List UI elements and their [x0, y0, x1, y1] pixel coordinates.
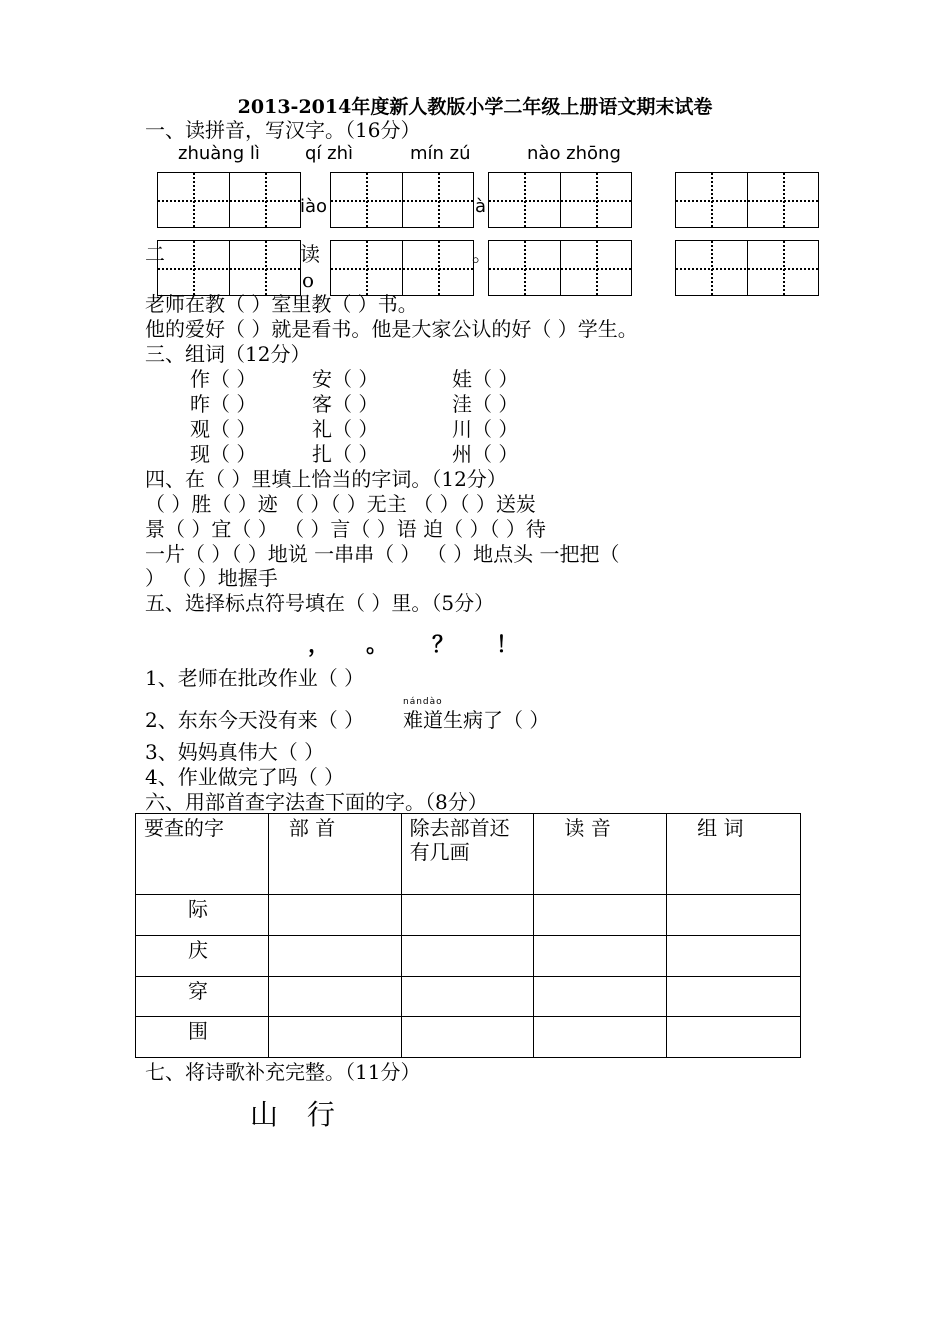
table-header-row — [136, 814, 801, 895]
hidden-fragment: o — [302, 268, 315, 292]
word-blank[interactable]: 川（ ） — [452, 417, 519, 441]
header-cell: 要查的字 — [136, 814, 269, 895]
writing-grid[interactable] — [488, 172, 632, 228]
pinyin-1: zhuàng lì — [178, 143, 260, 164]
writing-grid[interactable] — [157, 172, 301, 228]
page-title: 2013-2014年度新人教版小学二年级上册语文期末试卷 — [237, 96, 713, 118]
word-blank[interactable]: 娃（ ） — [452, 367, 519, 391]
section-4-line-1: （ ）胜（ ）迹 （ ）（ ）无主 （ ）（ ）送炭 — [145, 492, 536, 516]
answer-cell[interactable] — [534, 895, 667, 936]
header-cell: 读 音 — [534, 814, 667, 895]
section-2-line-2: 他的爱好（ ）就是看书。他是大家公认的好（ ）学生。 — [145, 317, 638, 341]
section-4-line-3: 一片（ ）（ ）地说 一串串（ ） （ ）地点头 一把把（ — [145, 542, 620, 566]
answer-cell[interactable] — [268, 977, 401, 1017]
question-4: 4、作业做完了吗（ ） — [145, 765, 345, 789]
char-cell: 围 — [136, 1017, 269, 1058]
ruby-pinyin: nándào — [403, 697, 443, 707]
section-5-heading: 五、选择标点符号填在（ ）里。（5分） — [145, 591, 495, 615]
radical-lookup-table — [135, 813, 801, 1058]
writing-grid[interactable] — [330, 240, 474, 296]
answer-cell[interactable] — [667, 1017, 801, 1058]
pinyin-4: nào zhōng — [527, 143, 621, 164]
question-3: 3、妈妈真伟大（ ） — [145, 740, 325, 764]
answer-cell[interactable] — [268, 895, 401, 936]
answer-cell[interactable] — [268, 936, 401, 977]
answer-cell[interactable] — [401, 895, 534, 936]
section-1-heading: 一、读拼音，写汉字。（16分） — [145, 118, 421, 142]
section-4-line-4: ） （ ）地握手 — [145, 566, 278, 590]
punct-question: ？ — [432, 632, 455, 658]
word-blank[interactable]: 安（ ） — [312, 367, 379, 391]
section-2-heading-mid: 读 — [300, 242, 320, 266]
section-2-line-1: 老师在教（ ）室里教（ ）书。 — [145, 292, 418, 316]
writing-grid[interactable] — [675, 240, 819, 296]
header-cell: 除去部首还有几画 — [401, 814, 534, 895]
section-6-heading: 六、用部首查字法查下面的字。（8分） — [145, 790, 488, 814]
word-blank[interactable]: 作（ ） — [190, 367, 257, 391]
header-cell: 部 首 — [268, 814, 401, 895]
word-blank[interactable]: 昨（ ） — [190, 392, 257, 416]
punct-exclamation: ！ — [496, 632, 519, 658]
hidden-pinyin-fragment: iào — [300, 196, 328, 217]
char-cell: 际 — [136, 895, 269, 936]
section-7-heading: 七、将诗歌补充完整。（11分） — [145, 1060, 421, 1084]
word-blank[interactable]: 礼（ ） — [312, 417, 379, 441]
table-row — [136, 895, 801, 936]
table-row — [136, 1017, 801, 1058]
char-cell: 庆 — [136, 936, 269, 977]
section-4-line-2: 景（ ）宜（ ） （ ）言（ ）语 迫（ ）（ ）待 — [145, 517, 546, 541]
question-1: 1、老师在批改作业（ ） — [145, 666, 365, 690]
writing-grid[interactable] — [488, 240, 632, 296]
table-row — [136, 977, 801, 1017]
answer-cell[interactable] — [401, 936, 534, 977]
question-2-part-2: 难道生病了（ ） — [403, 708, 550, 732]
pinyin-3: mín zú — [410, 143, 471, 164]
writing-grid[interactable] — [330, 172, 474, 228]
answer-cell[interactable] — [534, 977, 667, 1017]
word-blank[interactable]: 客（ ） — [312, 392, 379, 416]
pinyin-2: qí zhì — [305, 143, 354, 164]
word-blank[interactable]: 洼（ ） — [452, 392, 519, 416]
answer-cell[interactable] — [401, 1017, 534, 1058]
writing-grid[interactable] — [675, 172, 819, 228]
word-blank[interactable]: 扎（ ） — [312, 442, 379, 466]
header-cell: 组 词 — [667, 814, 801, 895]
answer-cell[interactable] — [534, 1017, 667, 1058]
question-2-part-1: 2、东东今天没有来（ ） — [145, 708, 365, 732]
section-3-heading: 三、组词（12分） — [145, 342, 311, 366]
section-2-heading-start: 二 — [145, 242, 165, 266]
answer-cell[interactable] — [268, 1017, 401, 1058]
word-blank[interactable]: 州（ ） — [452, 442, 519, 466]
answer-cell[interactable] — [534, 936, 667, 977]
word-blank[interactable]: 现（ ） — [190, 442, 257, 466]
punct-period: 。 — [366, 632, 389, 658]
answer-cell[interactable] — [667, 895, 801, 936]
answer-cell[interactable] — [401, 977, 534, 1017]
punct-comma: ， — [308, 632, 331, 658]
hidden-pinyin-fragment: à — [475, 196, 487, 217]
section-4-heading: 四、在（ ）里填上恰当的字词。（12分） — [145, 467, 507, 491]
writing-grid[interactable] — [157, 240, 301, 296]
word-blank[interactable]: 观（ ） — [190, 417, 257, 441]
section-2-heading-end: 。 — [472, 242, 492, 266]
answer-cell[interactable] — [667, 936, 801, 977]
answer-cell[interactable] — [667, 977, 801, 1017]
table-row — [136, 936, 801, 977]
char-cell: 穿 — [136, 977, 269, 1017]
poem-title: 山 行 — [250, 1098, 345, 1131]
